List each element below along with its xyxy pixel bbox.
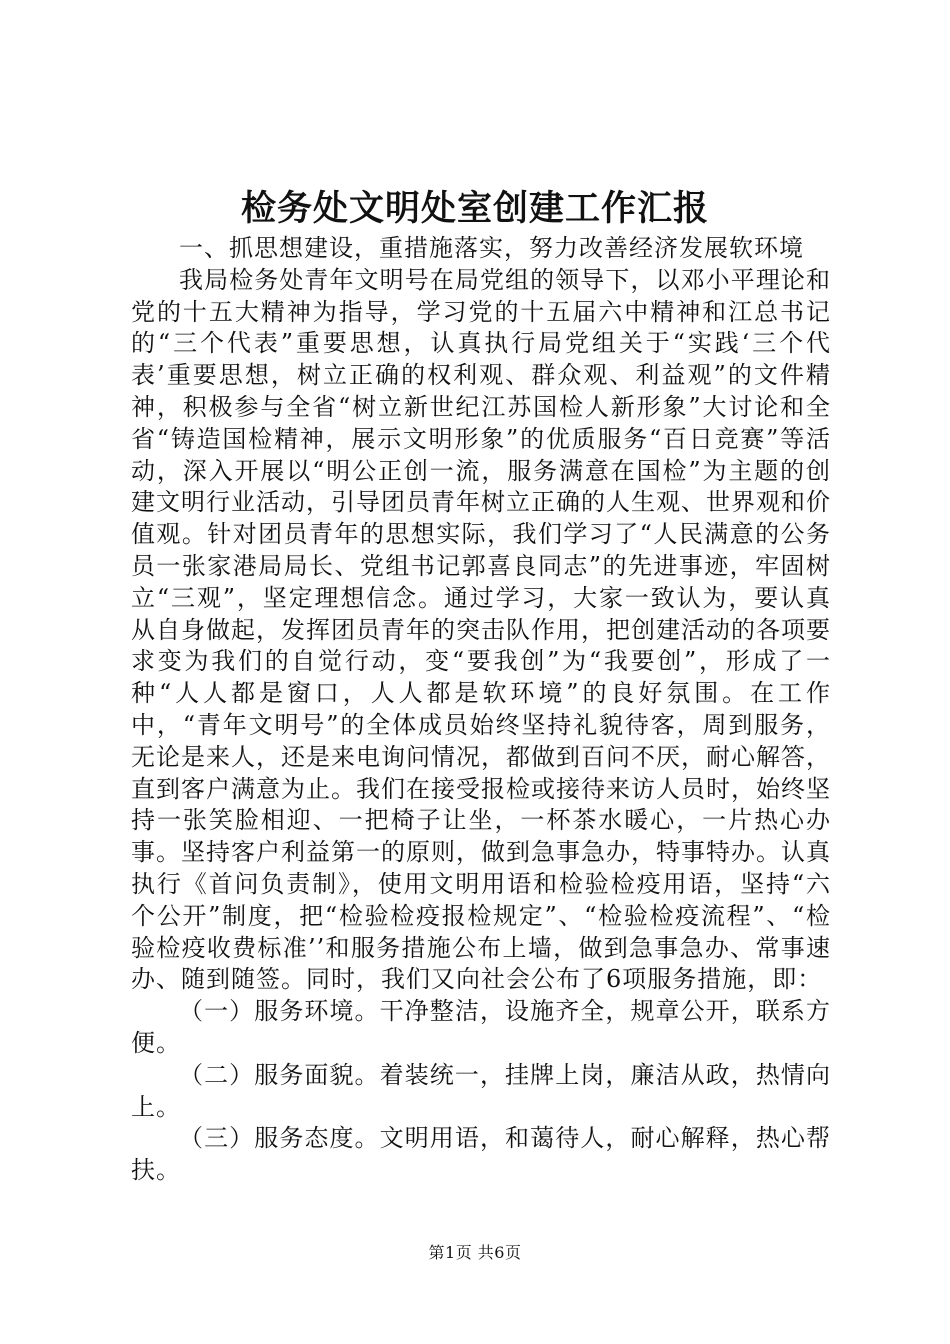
body-paragraph: 我局检务处青年文明号在局党组的领导下，以邓小平理论和党的十五大精神为指导，学习党的十五届六中精神和江总书记的“三个代表”重要思想，认真执行局党组关于“实践‘三个代表’重要思想，树立正确的权利观、群众观、利益观”的文件精神，积极参与全省“树立新世纪江苏国检人新形象”大讨论和全省“铸造国检精神，展示文明形象”的优质服务“百日竞赛”等活动，深入开展以“明公正创一流，服务满意在国检”为主题的创建文明行业活动，引导团员青年树立正确的人生观、世界观和价值观。针对团员青年的思想实际，我们学习了“人民满意的公务员一张家港局局长、党组书记郭喜良同志”的先进事迹，牢固树立“三观”，坚定理想信念。通过学习，大家一致认为，要认真从自身做起，发挥团员青年的突击队作用，把创建活动的各项要求变为我们的自觉行动，变“要我创”为“我要创”，形成了一种“人人都是窗口，人人都是软环境”的良好氛围。在工作中，“青年文明号”的全体成员始终坚持礼貌待客，周到服务，无论是来人，还是来电询问情况，都做到百问不厌，耐心解答，直到客户满意为止。我们在接受报检或接待来访人员时，始终坚持一张笑脸相迎、一把椅子让坐，一杯茶水暖心，一片热心办事。坚持客户利益第一的原则，做到急事急办，特事特办。认真执行《首问负责制》，使用文明用语和检验检疫用语，坚持“六个公开”制度，把“检验检疫报检规定”、“检验检疫流程”、“检验检疫收费标准’’和服务措施公布上墙，做到急事急办、常事速办、随到随签。同时，我们又向社会公布了6项服务措施，即： bbox=[131, 265, 831, 994]
service-measure-item: （一）服务环境。干净整洁，设施齐全，规章公开，联系方便。 bbox=[131, 997, 831, 1057]
page-title: 检务处文明处室创建工作汇报 bbox=[240, 188, 709, 229]
section-heading: 一、抓思想建设，重措施落实，努力改善经济发展软环境 bbox=[179, 234, 804, 262]
page-number-footer: 第1页 共6页 bbox=[428, 1243, 522, 1262]
document-body bbox=[131, 233, 831, 1187]
service-measure-item: （三）服务态度。文明用语，和蔼待人，耐心解释，热心帮扶。 bbox=[131, 1124, 831, 1185]
service-measure-item: （二）服务面貌。着装统一，挂牌上岗，廉洁从政，热情向上。 bbox=[131, 1060, 831, 1121]
